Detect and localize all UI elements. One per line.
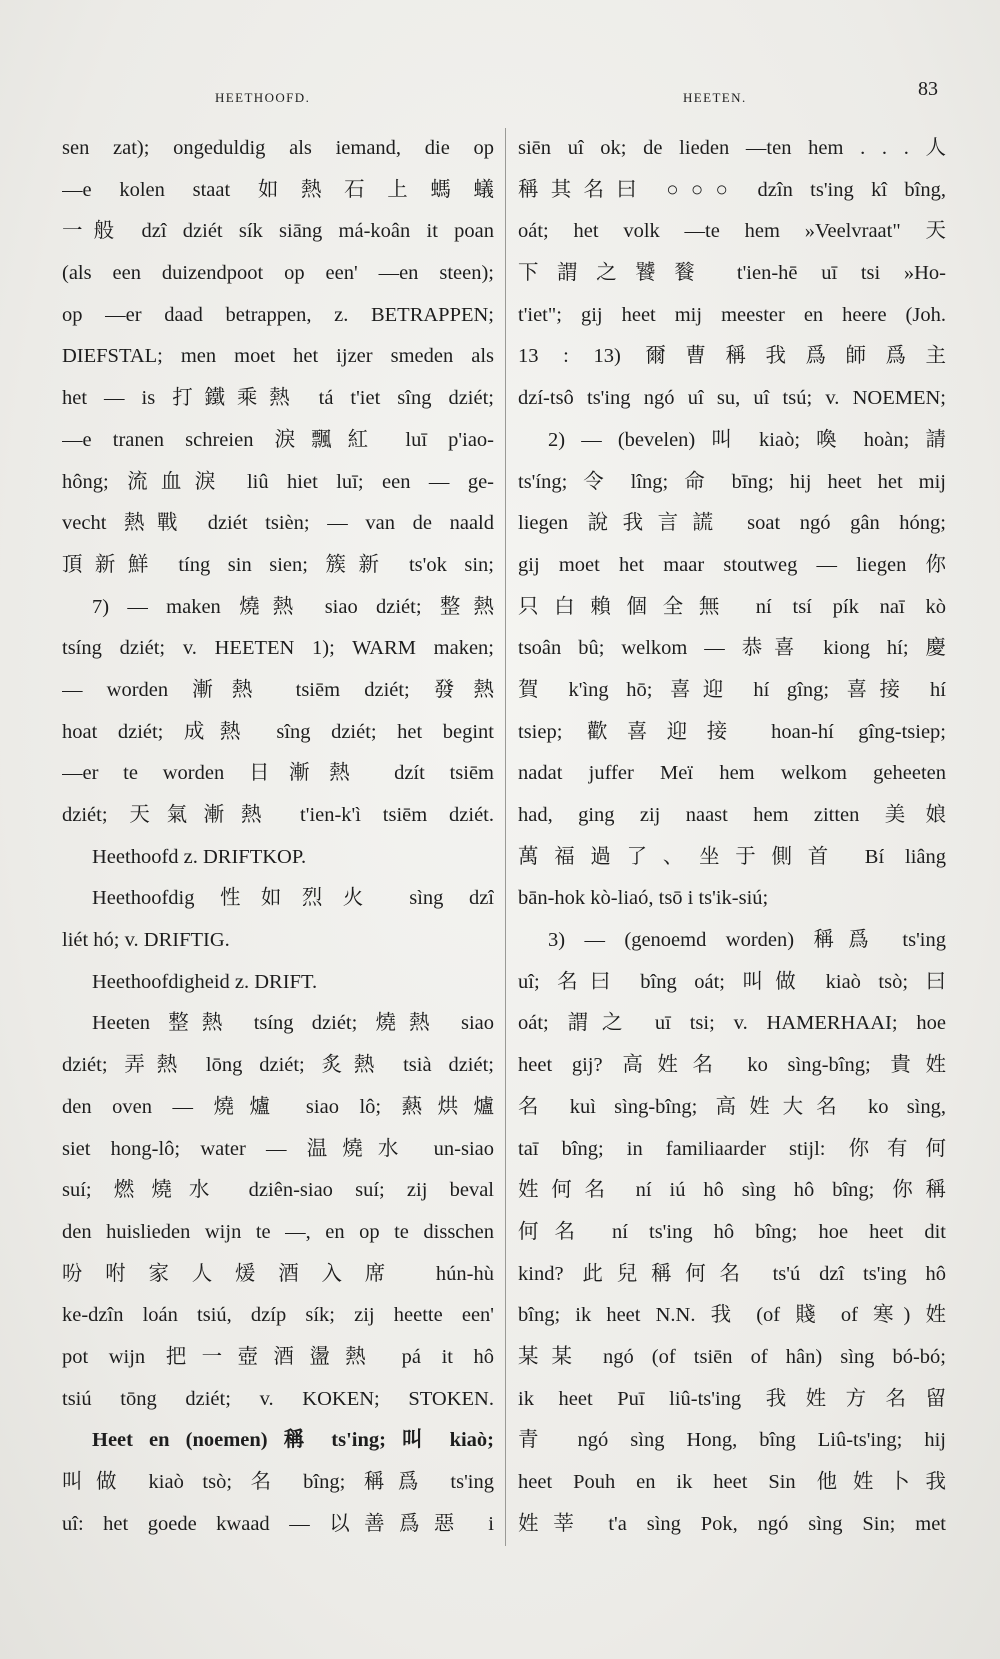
text-line: gij moet het maar stoutweg — liegen 你 — [518, 553, 946, 576]
text-line: oát; 謂之 uī tsi; v. HAMERHAAI; hoe — [518, 1012, 946, 1035]
text-line: het — is 打鐵乘熱 tá t'iet sîng dziét; — [62, 387, 494, 410]
text-line: op —er daad betrappen, z. BETRAPPEN; — [62, 303, 494, 326]
text-line: heet Pouh en ik heet Sin 他姓卜我 — [518, 1471, 946, 1493]
text-line: 名 kuì sìng-bîng; 高姓大名 ko sìng, — [518, 1095, 946, 1118]
text-line: tsíng dziét; v. HEETEN 1); WARM maken; — [62, 637, 494, 660]
text-line: den oven — 燒爐 siao lô; 爇烘爐 — [62, 1095, 494, 1118]
text-line: heet gij? 高姓名 ko sìng-bîng; 貴姓 — [518, 1054, 946, 1077]
text-line: 2) — (bevelen) 叫 kiaò; 喚 hoàn; 請 — [548, 428, 946, 451]
entry-heading: Heethoofdig 性如烈火 sìng dzî — [92, 887, 494, 910]
text-line: ik heet Puī liû-ts'ing 我姓方名留 — [518, 1387, 946, 1410]
text-line: siet hong-lô; water — 温燒水 un-siao — [62, 1137, 494, 1160]
text-line: tsiú tōng dziét; v. KOKEN; STOKEN. — [62, 1387, 494, 1410]
text-line: uî: het goede kwaad — 以善爲惡 i — [62, 1512, 494, 1535]
text-line: 某某 ngó (of tsiēn of hân) sìng bó-bó; — [518, 1345, 946, 1368]
text-line: bîng; ik heet N.N. 我 (of 賤 of 寒) 姓 — [518, 1304, 946, 1327]
text-line: —e tranen schreien 淚飄紅 luī p'iao- — [62, 428, 494, 451]
text-line: pot wijn 把一壺酒盪熱 pá it hô — [62, 1345, 494, 1368]
text-line: dziét; 天氣漸熱 t'ien-k'ì tsiēm dziét. — [62, 804, 494, 826]
text-line: 只白賴個全無 ní tsí pík naī kò — [518, 595, 946, 618]
text-line: vecht 熱戰 dziét tsièn; — van de naald — [62, 512, 494, 535]
text-line: siēn uî ok; de lieden —ten hem . . . 人 — [518, 137, 946, 159]
text-line: 萬福過了、坐于側首 Bí liâng — [518, 845, 946, 868]
text-line: hông; 流血淚 liû hiet luī; een — ge- — [62, 470, 494, 493]
entry-heading: Heeten 整熱 tsíng dziét; 燒熱 siao — [92, 1012, 494, 1035]
text-line: 3) — (genoemd worden) 稱爲 ts'ing — [548, 929, 946, 952]
text-line: t'iet"; gij heet mij meester en heere (Joh. — [518, 303, 946, 326]
text-line: 賀 k'ìng hō; 喜迎 hí gîng; 喜接 hí — [518, 678, 946, 701]
text-line: sen zat); ongeduldig als iemand, die op — [62, 137, 494, 159]
text-line: ke-dzîn loán tsiú, dzíp sík; zij heette een' — [62, 1304, 494, 1327]
right-column — [518, 128, 946, 1545]
text-line: 7) — maken 燒熱 siao dziét; 整熱 — [92, 595, 494, 618]
entry-heading: Heet en (noemen) 稱 ts'ing; 叫 kiaò; — [92, 1429, 494, 1452]
text-line: 吩咐家人煖酒入席 hún-hù — [62, 1262, 494, 1285]
running-head-left: HEETHOOFD. — [215, 90, 311, 105]
column-divider — [505, 128, 506, 1546]
text-line: — worden 漸熱 tsiēm dziét; 發熱 — [62, 678, 494, 701]
text-line: 頂新鮮 tíng sin sien; 簇新 ts'ok sin; — [62, 553, 494, 576]
text-line: 13 : 13) 爾曹稱我爲師爲主 — [518, 345, 946, 368]
text-line: DIEFSTAL; men moet het ijzer smeden als — [62, 345, 494, 368]
text-line: 青 ngó sìng Hong, bîng Liû-ts'ing; hij — [518, 1429, 946, 1452]
entry-heading: Heethoofd z. DRIFTKOP. — [92, 845, 307, 868]
text-line: —e kolen staat 如熱石上螞蟻 — [62, 178, 494, 201]
page-number: 83 — [918, 78, 938, 100]
running-head-right: HEETEN. — [683, 90, 747, 105]
left-column — [62, 128, 494, 1545]
text-line: dziét; 弄熱 lōng dziét; 炙熱 tsià dziét; — [62, 1054, 494, 1077]
text-line: suí; 燃燒水 dziên-siao suí; zij beval — [62, 1179, 494, 1202]
text-line: liét hó; v. DRIFTIG. — [62, 929, 230, 952]
text-line: 姓莘 t'a sìng Pok, ngó sìng Sin; met — [518, 1512, 946, 1535]
text-line: taī bîng; in familiaarder stijl: 你有何 — [518, 1137, 946, 1160]
text-line: dzí-tsô ts'ing ngó uî su, uî tsú; v. NOEMEN; — [518, 387, 946, 410]
text-line: liegen 說我言謊 soat ngó gân hóng; — [518, 512, 946, 535]
text-line: had, ging zij naast hem zitten 美娘 — [518, 804, 946, 826]
text-line: 姓何名 ní iú hô sìng hô bîng; 你稱 — [518, 1179, 946, 1202]
text-line: den huislieden wijn te —, en op te disschen — [62, 1220, 494, 1243]
text-line: kind? 此兒稱何名 ts'ú dzî ts'ing hô — [518, 1262, 946, 1285]
text-line: 稱其名曰 ○○○ dzîn ts'ing kî bîng, — [518, 178, 946, 201]
text-line: 下謂之饕餮 t'ien-hē uī tsi »Ho- — [518, 262, 946, 285]
text-line: tsoân bû; welkom — 恭喜 kiong hí; 慶 — [518, 637, 946, 660]
text-line: ts'íng; 令 lîng; 命 bīng; hij heet het mij — [518, 470, 946, 493]
text-line: —er te worden 日漸熱 dzít tsiēm — [62, 762, 494, 785]
text-line: hoat dziét; 成熱 sîng dziét; het begint — [62, 720, 494, 743]
text-line: uî; 名曰 bîng oát; 叫做 kiaò tsò; 曰 — [518, 970, 946, 993]
text-line: (als een duizendpoot op een' —en steen); — [62, 262, 494, 285]
text-line: 何名 ní ts'ing hô bîng; hoe heet dit — [518, 1220, 946, 1243]
text-line: 一般 dzî dziét sík siāng má-koân it poan — [62, 220, 494, 243]
text-line: tsiep; 歡喜迎接 hoan-hí gîng-tsiep; — [518, 720, 946, 743]
entry-heading: Heethoofdigheid z. DRIFT. — [92, 970, 318, 993]
text-line: nadat juffer Meï hem welkom geheeten — [518, 762, 946, 785]
text-line: oát; het volk —te hem »Veelvraat" 天 — [518, 220, 946, 243]
text-line: 叫做 kiaò tsò; 名 bîng; 稱爲 ts'ing — [62, 1471, 494, 1493]
text-line: bān-hok kò-liaó, tsō i ts'ik-siú; — [518, 887, 769, 910]
